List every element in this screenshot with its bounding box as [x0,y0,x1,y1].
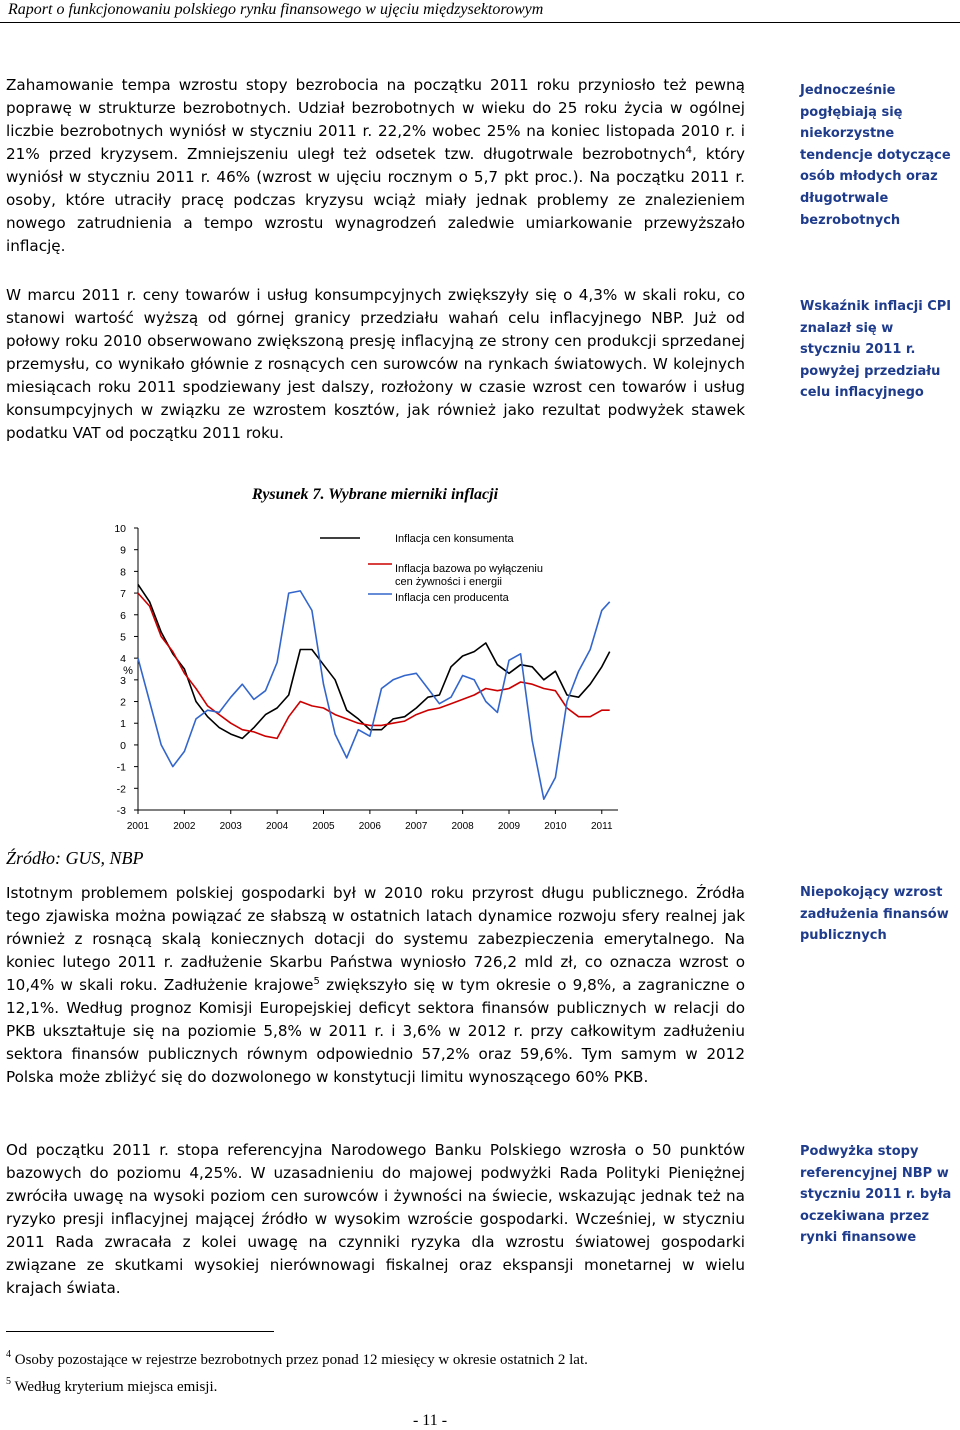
y-tick-label: 3 [120,674,126,687]
x-tick-label: 2011 [591,821,613,832]
y-tick-label: 0 [120,739,126,752]
legend-label-ppi: Inflacja cen producenta [395,592,509,604]
chart-series [138,584,610,799]
paragraph-inflation: W marcu 2011 r. ceny towarów i usług konsumpcyjnych zwiększyły się o 4,3% w skali roku, co stanowi wartość wyższą od górnej granicy przedziału wahań celu inflacyjnego NBP. Już od połowy roku 2010 obserwowano zwiększoną presję inflacyjną ze strony cen produkcji sprzedanej przemysłu, co wynikało głównie z rosnących cen surowców na rynkach światowych. W kolejnych miesiącach roku 2011 spodziewany jest dalszy, rozłożony w czasie wzrost cen towarów i usług konsumpcyjnych w związku ze wzrostem kosztów, jak również jako rezultat podwyżek stawek podatku VAT od początku 2011 roku. [6,286,745,442]
y-axis-label: % [123,665,133,677]
x-tick-label: 2004 [266,821,289,832]
footnote-4 [6,1350,588,1370]
inflation-line-chart [110,516,630,836]
sidenote-debt: Niepokojący wzrost zadłużenia finansów publicznych [800,885,949,944]
sidenote-unemployment: Jednocześnie pogłębiają się niekorzystne tendencje dotyczące osób młodych oraz długotrwale bezrobotnych [800,83,951,228]
paragraph-text: , który wyniósł w styczniu 2011 r. 46% (wzrost w ujęciu rocznym o 5,7 pkt proc.). Na początku 2011 r. osoby, które utraciły pracę podczas kryzysu wciąż miały jednak problemy ze znalezieniem nowego zatrudnienia a tempo wzrostu wynagrodzeń zaledwie umiarkowanie przewyższało inflację. [6,145,745,255]
x-tick-label: 2003 [219,821,242,832]
sidenote-inflation: Wskaźnik inflacji CPI znalazł się w styczniu 2011 r. powyżej przedziału celu inflacyjnego [800,299,952,401]
running-header [0,0,960,23]
paragraph-interest-rate: Od początku 2011 r. stopa referencyjna Narodowego Banku Polskiego wzrosła o 50 punktów bazowych do poziomu 4,25%. W uzasadnieniu do majowej podwyżki Rada Polityki Pieniężnej zwróciła uwagę na wysoki poziom cen surowców i żywności na świecie, wskazując jednak też na ryzyko presji inflacyjnej mającej źródło w wysokim wzroście gospodarki. Wcześniej, w styczniu 2011 Rada zwracała z kolei uwagę na czynniki ryzyka dla wzrostu światowej gospodarki związane ze skutkami wysokiej nierównowagi fiskalnej oraz ekspansji monetarnej w wielu krajach świata. [6,1141,745,1297]
paragraph-public-debt [6,882,745,1089]
series-line-1 [138,584,610,738]
legend-label-core-2: cen żywności i energii [395,576,502,588]
x-tick-label: 2005 [312,821,335,832]
x-tick-label: 2009 [497,821,521,832]
y-tick-label: -1 [116,761,126,774]
legend-label-cpi: Inflacja cen konsumenta [395,533,514,545]
footnote-separator [6,1331,274,1332]
footnote-5 [6,1377,217,1397]
y-tick-label: 7 [120,588,126,601]
y-tick-label: 9 [120,544,126,557]
y-tick-label: 4 [120,653,126,666]
y-tick-label: 5 [120,631,126,644]
y-tick-label: -2 [116,783,126,796]
paragraph-text: Istotnym problemem polskiej gospodarki był w 2010 roku przyrost długu publicznego. Źródła tego zjawiska można powiązać ze słabszą w ostatnich latach dynamice rozwoju sfery realnej jak również z rosnącą skalą koniecznych dotacji do systemu zabezpieczenia emerytalnego. Na koniec lutego 2011 r. zadłużenie Skarbu Państwa wyniosło 726,2 mld zł, co oznacza wzrost o 10,4% w skali roku. Zadłużenie krajowe [6,884,745,994]
x-tick-label: 2002 [173,821,196,832]
chart-axes [134,528,618,814]
paragraph-unemployment [6,74,745,258]
y-tick-label: 8 [120,566,126,579]
x-tick-label: 2006 [358,821,382,832]
y-tick-label: -3 [116,805,126,817]
paragraph-text: Zahamowanie tempa wzrostu stopy bezrobocia na początku 2011 roku przyniosło też pewną poprawę w strukturze bezrobotnych. Udział bezrobotnych w wieku do 25 roku życia w ogólnej liczbie bezrobotnych wyniósł w styczniu 2011 r. 22,2% wobec 25% na koniec listopada 2010 r. i 21% przed kryzysem. Zmniejszeniu uległ też odsetek tzw. długotrwale bezrobotnych [6,76,745,163]
x-tick-label: 2010 [544,821,567,832]
footnote-number: 4 [6,1349,11,1360]
figure-source: Źródło: GUS, NBP [6,848,144,868]
footnote-ref-5[interactable]: 5 [313,976,320,987]
x-tick-label: 2001 [126,821,150,832]
footnote-ref-4[interactable]: 4 [685,145,693,156]
y-tick-label: 6 [120,609,126,622]
x-tick-label: 2008 [451,821,474,832]
y-tick-label: 2 [120,696,126,709]
legend-label-core-1: Inflacja bazowa po wyłączeniu [395,563,543,575]
header-title: Raport o funkcjonowaniu polskiego rynku finansowego w ujęciu międzysektorowym [8,1,544,18]
x-tick-label: 2007 [405,821,428,832]
x-tick-labels [127,821,613,832]
y-tick-label: 10 [114,523,126,535]
footnote-text: Osoby pozostające w rejestrze bezrobotnych przez ponad 12 miesięcy w okresie ostatnich 2 lat. [11,1352,588,1368]
footnote-text: Według kryterium miejsca emisji. [11,1379,218,1395]
paragraph-text: zwiększyło się w tym okresie o 9,8%, a zagraniczne o 12,1%. Według prognoz Komisji Europejskiej deficyt sektora finansów publicznych w relacji do PKB ukształtuje się na poziomie 5,8% w 2011 r. i 3,6% w 2012 r. przy całkowitym zadłużeniu sektora finansów publicznych równym odpowiednio 57,2% oraz 59,6%. Tym samym w 2012 Polska może zbliżyć się do dozwolonego w konstytucji limitu wynoszącego 60% PKB. [6,976,745,1086]
footnote-number: 5 [6,1376,11,1387]
y-tick-label: 1 [120,718,126,731]
series-line-3 [138,591,610,799]
sidenote-rate: Podwyżka stopy referencyjnej NBP w styczniu 2011 r. była oczekiwana przez rynki finansowe [800,1144,952,1246]
page-number: - 11 - [412,1412,448,1429]
chart-legend [320,533,543,604]
figure-title: Rysunek 7. Wybrane mierniki inflacji [251,486,499,503]
